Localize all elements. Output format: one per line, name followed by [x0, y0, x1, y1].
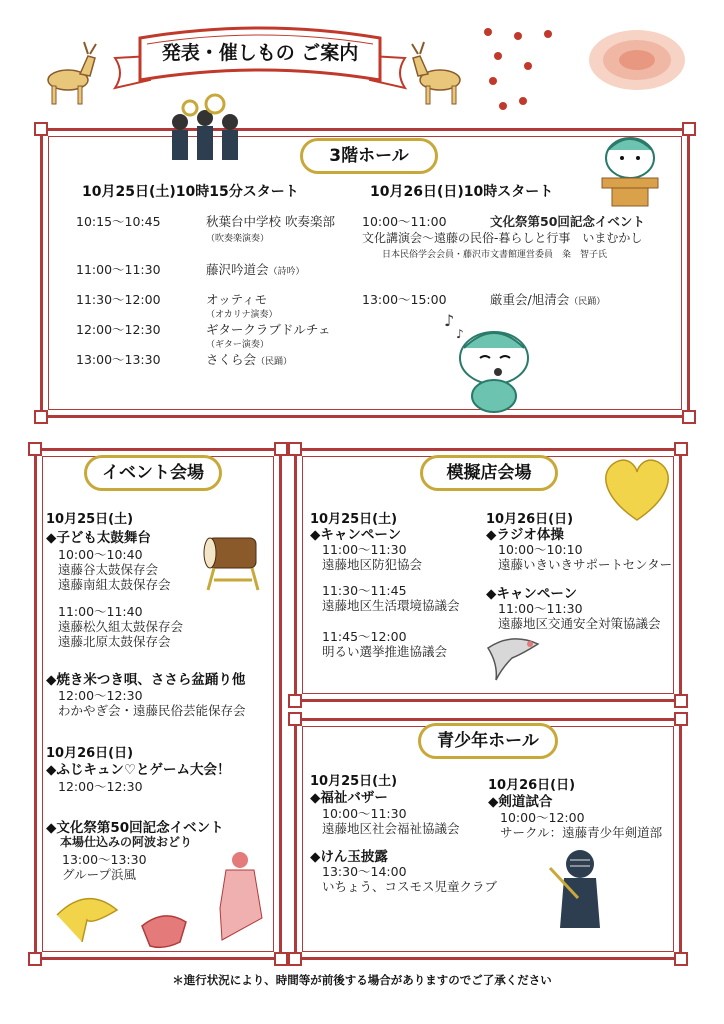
- svg-text:♪: ♪: [444, 311, 455, 330]
- event-item2-time: 12:00～12:30: [58, 688, 143, 703]
- hall3-d2-event1: 文化祭第50回記念イベント: [490, 214, 645, 229]
- hall3-d1-sub: （民踊）: [256, 357, 293, 367]
- shop-c1-group: 明るい選挙推進協議会: [322, 644, 448, 659]
- shop-day2: 10月26日(日): [486, 512, 574, 527]
- shop-c1-time: 11:45～12:00: [322, 629, 407, 644]
- title-ribbon: [105, 18, 415, 98]
- event-item4-group: グループ浜風: [62, 867, 137, 882]
- shop-c2: ◆キャンペーン: [486, 586, 578, 602]
- event-item4: ◆文化祭第50回記念イベント: [46, 820, 224, 836]
- event-item1-group: 遠藤松久組太鼓保存会: [58, 619, 184, 634]
- event-item4-sub: 本場仕込みの阿波おどり: [60, 835, 193, 849]
- youth-b1: ◆剣道試合: [488, 794, 553, 810]
- youth-a2-time: 13:30～14:00: [322, 864, 407, 879]
- youth-a1-group: 遠藤地区社会福祉協議会: [322, 821, 460, 836]
- youth-heading: 青少年ホール: [418, 723, 558, 759]
- shop-c1: ◆キャンペーン: [310, 527, 402, 543]
- svg-text:♪: ♪: [456, 327, 464, 341]
- hall3-d1-time: 11:30～12:00: [76, 292, 161, 307]
- youth-b1-group: サークル：遠藤青少年剣道部: [500, 825, 663, 840]
- page-title: 発表・催しもの ご案内: [161, 42, 359, 64]
- event-item2: ◆焼き米つき唄、ささら盆踊り他: [46, 672, 246, 688]
- deer-icon: [408, 38, 468, 108]
- awa-dancer-icon: [212, 848, 268, 948]
- shop-r1: ◆ラジオ体操: [486, 527, 564, 543]
- shop-c1-group: 遠藤地区生活環境協議会: [322, 598, 460, 613]
- hall3-d1-sub: （ギター演奏）: [206, 340, 269, 350]
- event-item4-time: 13:00～13:30: [62, 852, 147, 867]
- hall3-d1-sub: （詩吟）: [268, 267, 305, 277]
- hall3-d1-sub: （オカリナ演奏）: [206, 310, 278, 320]
- brass-band-illustration: [160, 92, 250, 172]
- hall3-d2-event2: 厳重会/旭清会（民踊）: [490, 292, 606, 307]
- footer-note: ＊進行状況により、時間等が前後する場合がありますのでご了承ください: [172, 973, 552, 987]
- shop-heading: 模擬店会場: [420, 455, 558, 491]
- hall3-d2-event2sub: （民踊）: [569, 297, 606, 307]
- event-item2-group: わかやぎ会・遠藤民俗芸能保存会: [58, 703, 246, 718]
- hall3-day2: 10月26日(日)10時スタート: [370, 184, 554, 200]
- event-item1-group: 遠藤谷太鼓保存会: [58, 562, 159, 577]
- kendo-fighter-icon: [548, 848, 608, 938]
- petals-icon: [478, 26, 578, 116]
- youth-a2: ◆けん玉披露: [310, 849, 388, 865]
- event-item1-group: 遠藤南組太鼓保存会: [58, 577, 171, 592]
- hall3-day1: 10月25日(土)10時15分スタート: [82, 184, 299, 200]
- hall3-d1-time: 10:15～10:45: [76, 214, 161, 229]
- shop-c2-group: 遠藤地区交通安全対策協議会: [498, 616, 661, 631]
- mascot-singing-icon: [442, 308, 542, 418]
- taiko-drum-icon: [200, 530, 266, 592]
- heart-leaf-icon: [598, 452, 676, 524]
- hall3-d2-lecture: 文化講演会～遠藤の民俗-暮らしと行事 いまむかし: [362, 231, 643, 245]
- event-item3: ◆ふじキュン♡とゲーム大会！: [46, 762, 231, 778]
- ginkgo-leaf-icon: [52, 890, 122, 946]
- event-hall-heading: イベント会場: [84, 455, 222, 491]
- event-item3-time: 12:00～12:30: [58, 779, 143, 794]
- maple-leaf-icon: [136, 908, 192, 958]
- shop-r1-time: 10:00～10:10: [498, 542, 583, 557]
- deer-icon: [40, 38, 100, 108]
- hall3-d2-time1: 10:00～11:00: [362, 214, 447, 229]
- hall3-heading: 3階ホール: [300, 138, 438, 174]
- event-day2: 10月26日(日): [46, 746, 134, 761]
- event-item1-group: 遠藤北原太鼓保存会: [58, 634, 171, 649]
- chrysanthemum-icon: [582, 20, 692, 100]
- shop-r1-group: 遠藤いきいきサポートセンター: [498, 557, 673, 572]
- shop-c2-time: 11:00～11:30: [498, 601, 583, 616]
- event-item1: ◆子ども太鼓舞台: [46, 530, 151, 546]
- hall3-d1-name: 藤沢吟道会（詩吟）: [206, 262, 305, 277]
- hall3-d1-time: 12:00～12:30: [76, 322, 161, 337]
- hall3-d1-time: 11:00～11:30: [76, 262, 161, 277]
- hall3-d1-name: さくら会（民踊）: [206, 352, 293, 367]
- youth-b1-time: 10:00～12:00: [500, 810, 585, 825]
- hall3-d1-name: 秋葉台中学校 吹奏楽部: [206, 214, 335, 229]
- youth-a1-time: 10:00～11:30: [322, 806, 407, 821]
- youth-a1: ◆福祉バザー: [310, 790, 388, 806]
- shop-day1: 10月25日(土): [310, 512, 398, 527]
- hall3-d1-name: オッティモ: [206, 292, 268, 307]
- youth-a2-group: いちょう、コスモス児童クラブ: [322, 879, 498, 894]
- shop-c1-group: 遠藤地区防犯協会: [322, 557, 423, 572]
- hall3-d1-name: ギタークラブドルチェ: [206, 322, 331, 337]
- hall3-d1-sub: （吹奏楽演奏）: [206, 234, 270, 244]
- hall3-d1-time: 13:00～13:30: [76, 352, 161, 367]
- mascot-podium-icon: [598, 128, 668, 208]
- shop-c1-time: 11:00～11:30: [322, 542, 407, 557]
- event-day1: 10月25日(土): [46, 512, 134, 527]
- hall3-d2-time2: 13:00～15:00: [362, 292, 447, 307]
- event-item1-time1: 10:00～10:40: [58, 547, 143, 562]
- shop-c1-time: 11:30～11:45: [322, 583, 407, 598]
- hall3-d2-speaker: 日本民俗学会会員・藤沢市文書館運営委員 粂 智子氏: [382, 250, 608, 260]
- event-item1-time2: 11:00～11:40: [58, 604, 143, 619]
- bird-icon: [482, 628, 544, 684]
- youth-day1: 10月25日(土): [310, 774, 398, 789]
- youth-day2: 10月26日(日): [488, 778, 576, 793]
